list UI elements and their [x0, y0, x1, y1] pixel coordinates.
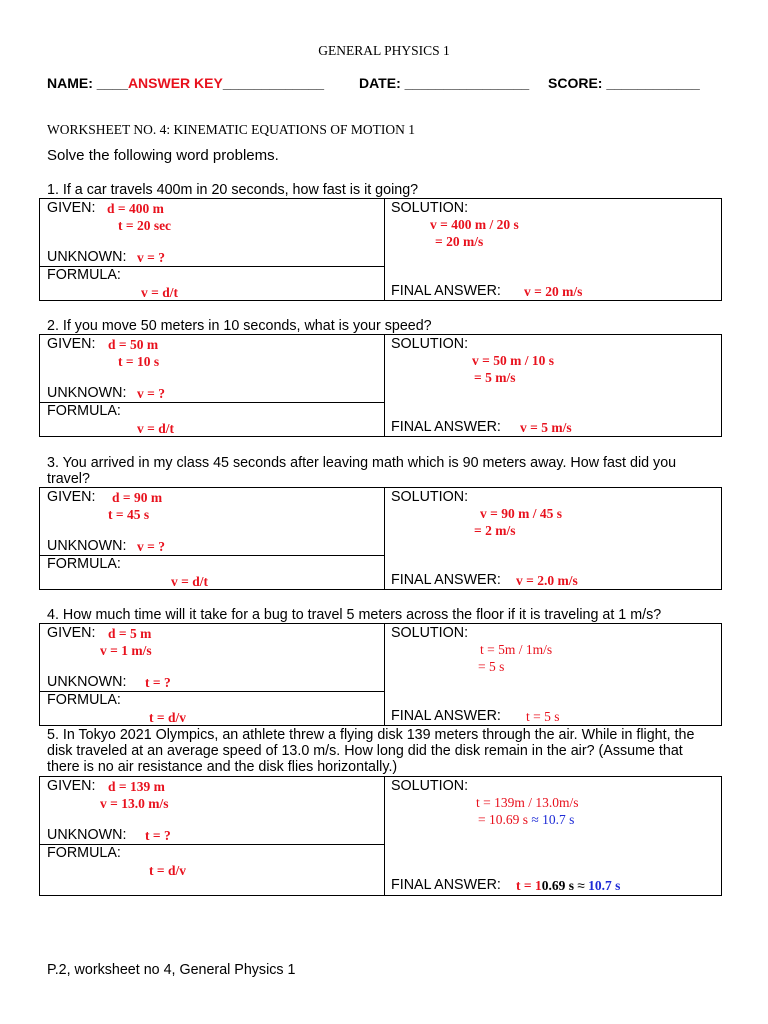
given-distance: d = 90 m — [112, 490, 163, 505]
final-answer-label: FINAL ANSWER: — [391, 877, 501, 893]
final-answer-value: t = 5 s — [526, 709, 560, 724]
score-blank: ____________ — [606, 75, 700, 91]
given-label: GIVEN: — [47, 778, 96, 794]
column-divider — [384, 777, 385, 895]
name-blank-trailing: _____________ — [222, 75, 325, 91]
formula-value: v = d/t — [141, 285, 178, 300]
final-answer-value: v = 5 m/s — [520, 420, 572, 435]
worksheet-title: WORKSHEET NO. 4: KINEMATIC EQUATIONS OF MOTION 1 — [47, 122, 415, 137]
formula-value: t = d/v — [149, 710, 186, 725]
final-answer-label: FINAL ANSWER: — [391, 419, 501, 435]
column-divider — [384, 335, 385, 436]
solution-step-1: v = 50 m / 10 s — [472, 353, 554, 368]
column-divider — [384, 199, 385, 300]
unknown-value: t = ? — [145, 675, 171, 690]
problem-3-question: 3. You arrived in my class 45 seconds after leaving math which is 90 meters away. How fast did you travel? — [47, 455, 677, 487]
approx-symbol: ≈ — [577, 878, 585, 893]
solution-label: SOLUTION: — [391, 489, 469, 505]
solution-label: SOLUTION: — [391, 778, 469, 794]
name-blank: ____ — [96, 75, 128, 91]
final-answer-label: FINAL ANSWER: — [391, 572, 501, 588]
unknown-label: UNKNOWN: — [47, 674, 127, 690]
unknown-label: UNKNOWN: — [47, 249, 127, 265]
solution-step-1: v = 400 m / 20 s — [430, 217, 519, 232]
given-label: GIVEN: — [47, 200, 96, 216]
name-label: NAME: — [47, 75, 93, 91]
instructions: Solve the following word problems. — [47, 147, 279, 164]
solution-step-1: v = 90 m / 45 s — [480, 506, 562, 521]
unknown-value: v = ? — [137, 250, 165, 265]
solution-label: SOLUTION: — [391, 625, 469, 641]
given-distance: d = 5 m — [108, 626, 152, 641]
unknown-label: UNKNOWN: — [47, 538, 127, 554]
final-answer-value: v = 2.0 m/s — [516, 573, 578, 588]
name-field — [47, 75, 324, 91]
solution-step-2: = 5 s — [478, 659, 505, 674]
given-velocity: v = 13.0 m/s — [100, 796, 169, 811]
problem-4-box — [39, 623, 722, 726]
problem-3-box — [39, 487, 722, 590]
column-divider — [384, 624, 385, 725]
problem-4-question: 4. How much time will it take for a bug to travel 5 meters across the floor if it is traveling at 1 m/s? — [47, 607, 662, 623]
given-distance: d = 139 m — [108, 779, 165, 794]
answer-key-label: ANSWER KEY — [127, 75, 223, 91]
formula-label: FORMULA: — [47, 845, 121, 861]
score-field — [548, 75, 700, 91]
date-blank: ________________ — [404, 75, 530, 91]
given-time: t = 10 s — [118, 354, 160, 369]
solution-label: SOLUTION: — [391, 200, 469, 216]
unknown-value: v = ? — [137, 539, 165, 554]
solution-step-2: = 2 m/s — [474, 523, 516, 538]
solution-step-1: t = 139m / 13.0m/s — [476, 795, 579, 810]
formula-value: v = d/t — [137, 421, 174, 436]
given-distance: d = 400 m — [107, 201, 164, 216]
given-label: GIVEN: — [47, 625, 96, 641]
solution-step-2: = 5 m/s — [474, 370, 516, 385]
solution-step-1: t = 5m / 1m/s — [480, 642, 553, 657]
page-title: GENERAL PHYSICS 1 — [318, 43, 450, 58]
given-time: t = 20 sec — [118, 218, 172, 233]
formula-label: FORMULA: — [47, 403, 121, 419]
given-velocity: v = 1 m/s — [100, 643, 152, 658]
solution-step-2 — [478, 812, 574, 828]
problem-5-box — [39, 776, 722, 896]
solution-step-2: = 20 m/s — [435, 234, 484, 249]
formula-value: v = d/t — [171, 574, 208, 589]
unknown-label: UNKNOWN: — [47, 385, 127, 401]
unknown-value: v = ? — [137, 386, 165, 401]
formula-label: FORMULA: — [47, 556, 121, 572]
final-answer-unrounded: 0.69 s — [541, 878, 574, 893]
final-answer-rounded: 10.7 s — [588, 878, 621, 893]
date-field — [359, 75, 529, 91]
final-answer-value: v = 20 m/s — [524, 284, 583, 299]
solution-unrounded: = 10.69 s — [478, 812, 528, 827]
page-footer: P.2, worksheet no 4, General Physics 1 — [47, 962, 296, 978]
given-label: GIVEN: — [47, 336, 96, 352]
formula-label: FORMULA: — [47, 267, 121, 283]
column-divider — [384, 488, 385, 589]
problem-5-question: 5. In Tokyo 2021 Olympics, an athlete threw a flying disk 139 meters through the air. While in flight, the disk traveled at an average speed of 13.0 m/s. How long did the disk remain in the air? (Assume that there is no air resistance and the disk flies horizontally.) — [47, 727, 695, 775]
unknown-label: UNKNOWN: — [47, 827, 127, 843]
given-distance: d = 50 m — [108, 337, 159, 352]
formula-value: t = d/v — [149, 863, 186, 878]
final-answer-label: FINAL ANSWER: — [391, 708, 501, 724]
solution-rounded: ≈ 10.7 s — [531, 812, 575, 827]
problem-2-box — [39, 334, 722, 437]
problem-1-box — [39, 198, 722, 301]
problem-2-question: 2. If you move 50 meters in 10 seconds, what is your speed? — [47, 318, 432, 334]
solution-label: SOLUTION: — [391, 336, 469, 352]
date-label: DATE: — [359, 75, 401, 91]
formula-label: FORMULA: — [47, 692, 121, 708]
given-time: t = 45 s — [108, 507, 150, 522]
final-answer-label: FINAL ANSWER: — [391, 283, 501, 299]
final-answer-value — [516, 878, 620, 894]
score-label: SCORE: — [548, 75, 603, 91]
given-label: GIVEN: — [47, 489, 96, 505]
unknown-value: t = ? — [145, 828, 171, 843]
final-answer-prefix: t = 1 — [516, 878, 542, 893]
problem-1-question: 1. If a car travels 400m in 20 seconds, how fast is it going? — [47, 182, 419, 198]
